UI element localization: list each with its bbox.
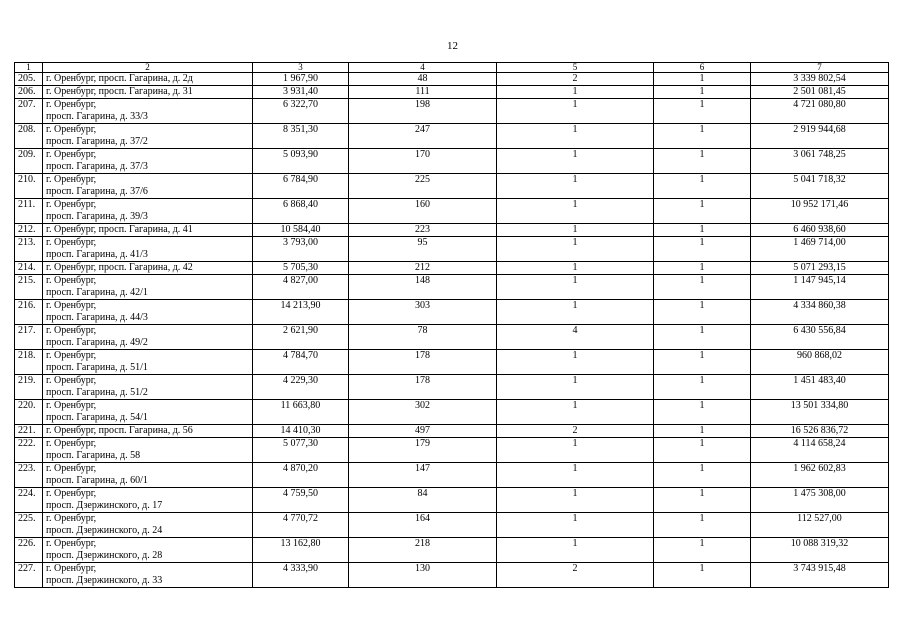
cost-cell: 5 071 293,15: [751, 262, 889, 275]
address-line: просп. Гагарина, д. 37/6: [46, 186, 148, 197]
column-6-cell: 1: [654, 350, 751, 375]
residents-cell: 303: [349, 300, 497, 325]
address-cell: [43, 124, 253, 149]
column-5-cell: 1: [497, 86, 654, 99]
address-cell: [43, 488, 253, 513]
column-header: 4: [349, 63, 497, 73]
address-line: г. Оренбург,: [46, 488, 97, 499]
cost-cell: 4 334 860,38: [751, 300, 889, 325]
column-5-cell: 1: [497, 438, 654, 463]
table-row: [15, 275, 889, 300]
residents-cell: 198: [349, 99, 497, 124]
table-row: [15, 300, 889, 325]
table-row: [15, 149, 889, 174]
area-cell: 4 870,20: [253, 463, 349, 488]
address-line: г. Оренбург, просп. Гагарина, д. 41: [46, 224, 193, 235]
area-cell: 5 705,30: [253, 262, 349, 275]
address-cell: [43, 513, 253, 538]
column-6-cell: 1: [654, 262, 751, 275]
cost-cell: 3 339 802,54: [751, 73, 889, 86]
row-number-cell: 227.: [15, 563, 43, 588]
area-cell: 8 351,30: [253, 124, 349, 149]
row-number-cell: 222.: [15, 438, 43, 463]
address-cell: [43, 300, 253, 325]
address-cell: [43, 463, 253, 488]
cost-cell: 3 743 915,48: [751, 563, 889, 588]
address-line: г. Оренбург,: [46, 124, 97, 135]
address-cell: [43, 425, 253, 438]
column-6-cell: 1: [654, 199, 751, 224]
residents-cell: 148: [349, 275, 497, 300]
address-line: просп. Дзержинского, д. 17: [46, 500, 163, 511]
column-5-cell: 4: [497, 325, 654, 350]
residents-cell: 147: [349, 463, 497, 488]
table-row: [15, 563, 889, 588]
table-body: [15, 73, 889, 588]
column-header: 6: [654, 63, 751, 73]
residents-cell: 247: [349, 124, 497, 149]
area-cell: 6 868,40: [253, 199, 349, 224]
column-5-cell: 1: [497, 174, 654, 199]
cost-cell: 4 114 658,24: [751, 438, 889, 463]
residents-cell: 225: [349, 174, 497, 199]
row-number-cell: 224.: [15, 488, 43, 513]
cost-cell: 2 919 944,68: [751, 124, 889, 149]
table-row: [15, 86, 889, 99]
area-cell: 4 759,50: [253, 488, 349, 513]
cost-cell: 10 952 171,46: [751, 199, 889, 224]
address-line: просп. Гагарина, д. 58: [46, 450, 141, 461]
residents-cell: 130: [349, 563, 497, 588]
column-5-cell: 1: [497, 262, 654, 275]
column-header: 7: [751, 63, 889, 73]
residents-cell: 95: [349, 237, 497, 262]
column-5-cell: 1: [497, 275, 654, 300]
cost-cell: 960 868,02: [751, 350, 889, 375]
row-number-cell: 217.: [15, 325, 43, 350]
table-row: [15, 224, 889, 237]
cost-cell: 1 469 714,00: [751, 237, 889, 262]
column-6-cell: 1: [654, 563, 751, 588]
address-cell: [43, 224, 253, 237]
address-line: г. Оренбург,: [46, 463, 97, 474]
area-cell: 4 827,00: [253, 275, 349, 300]
residents-cell: 178: [349, 350, 497, 375]
cost-cell: 2 501 081,45: [751, 86, 889, 99]
row-number-cell: 214.: [15, 262, 43, 275]
address-line: просп. Гагарина, д. 33/3: [46, 111, 148, 122]
cost-cell: 1 451 483,40: [751, 375, 889, 400]
column-5-cell: 1: [497, 375, 654, 400]
column-5-cell: 2: [497, 425, 654, 438]
address-line: просп. Гагарина, д. 51/1: [46, 362, 148, 373]
column-6-cell: 1: [654, 86, 751, 99]
cost-cell: 1 147 945,14: [751, 275, 889, 300]
address-line: просп. Дзержинского, д. 24: [46, 525, 163, 536]
row-number-cell: 205.: [15, 73, 43, 86]
address-cell: [43, 262, 253, 275]
area-cell: 6 322,70: [253, 99, 349, 124]
table-row: [15, 375, 889, 400]
address-cell: [43, 86, 253, 99]
address-line: просп. Гагарина, д. 44/3: [46, 312, 148, 323]
column-6-cell: 1: [654, 99, 751, 124]
address-line: г. Оренбург,: [46, 350, 97, 361]
column-6-cell: 1: [654, 488, 751, 513]
table-row: [15, 425, 889, 438]
page-number: 12: [447, 40, 458, 52]
column-5-cell: 1: [497, 149, 654, 174]
row-number-cell: 206.: [15, 86, 43, 99]
residents-cell: 212: [349, 262, 497, 275]
address-line: просп. Гагарина, д. 39/3: [46, 211, 148, 222]
area-cell: 4 770,72: [253, 513, 349, 538]
column-6-cell: 1: [654, 463, 751, 488]
column-6-cell: 1: [654, 375, 751, 400]
column-header: 2: [43, 63, 253, 73]
address-line: г. Оренбург,: [46, 438, 97, 449]
address-cell: [43, 438, 253, 463]
column-header: 5: [497, 63, 654, 73]
cost-cell: 112 527,00: [751, 513, 889, 538]
address-line: г. Оренбург,: [46, 149, 97, 160]
column-6-cell: 1: [654, 513, 751, 538]
table-row: [15, 463, 889, 488]
address-cell: [43, 73, 253, 86]
column-6-cell: 1: [654, 149, 751, 174]
table-row: [15, 325, 889, 350]
address-cell: [43, 375, 253, 400]
table-row: [15, 513, 889, 538]
address-cell: [43, 350, 253, 375]
column-5-cell: 2: [497, 563, 654, 588]
address-line: просп. Гагарина, д. 54/1: [46, 412, 148, 423]
row-number-cell: 207.: [15, 99, 43, 124]
area-cell: 3 931,40: [253, 86, 349, 99]
row-number-cell: 219.: [15, 375, 43, 400]
area-cell: 10 584,40: [253, 224, 349, 237]
column-6-cell: 1: [654, 275, 751, 300]
column-5-cell: 1: [497, 199, 654, 224]
column-5-cell: 1: [497, 99, 654, 124]
table-row: [15, 99, 889, 124]
residents-cell: 223: [349, 224, 497, 237]
column-number-header-row: [15, 63, 889, 73]
address-line: г. Оренбург,: [46, 199, 97, 210]
column-5-cell: 1: [497, 350, 654, 375]
area-cell: 1 967,90: [253, 73, 349, 86]
address-line: г. Оренбург, просп. Гагарина, д. 56: [46, 425, 193, 436]
residents-cell: 160: [349, 199, 497, 224]
column-5-cell: 1: [497, 538, 654, 563]
address-line: г. Оренбург,: [46, 300, 97, 311]
area-cell: 14 410,30: [253, 425, 349, 438]
row-number-cell: 225.: [15, 513, 43, 538]
cost-cell: 4 721 080,80: [751, 99, 889, 124]
address-line: г. Оренбург,: [46, 375, 97, 386]
area-cell: 13 162,80: [253, 538, 349, 563]
residents-cell: 170: [349, 149, 497, 174]
cost-cell: 5 041 718,32: [751, 174, 889, 199]
column-6-cell: 1: [654, 538, 751, 563]
table-row: [15, 350, 889, 375]
column-6-cell: 1: [654, 174, 751, 199]
address-line: г. Оренбург,: [46, 325, 97, 336]
residents-cell: 164: [349, 513, 497, 538]
row-number-cell: 212.: [15, 224, 43, 237]
address-line: г. Оренбург, просп. Гагарина, д. 2д: [46, 73, 193, 84]
registry-table: [14, 62, 889, 588]
table-row: [15, 199, 889, 224]
column-header: 3: [253, 63, 349, 73]
area-cell: 4 784,70: [253, 350, 349, 375]
column-6-cell: 1: [654, 425, 751, 438]
area-cell: 5 093,90: [253, 149, 349, 174]
column-5-cell: 2: [497, 73, 654, 86]
residents-cell: 179: [349, 438, 497, 463]
residents-cell: 497: [349, 425, 497, 438]
cost-cell: 10 088 319,32: [751, 538, 889, 563]
address-cell: [43, 400, 253, 425]
address-cell: [43, 99, 253, 124]
column-6-cell: 1: [654, 300, 751, 325]
address-line: просп. Гагарина, д. 41/3: [46, 249, 148, 260]
address-line: г. Оренбург,: [46, 174, 97, 185]
address-line: просп. Гагарина, д. 37/2: [46, 136, 148, 147]
column-5-cell: 1: [497, 463, 654, 488]
area-cell: 5 077,30: [253, 438, 349, 463]
column-5-cell: 1: [497, 224, 654, 237]
address-line: просп. Гагарина, д. 37/3: [46, 161, 148, 172]
row-number-cell: 208.: [15, 124, 43, 149]
address-cell: [43, 563, 253, 588]
area-cell: 6 784,90: [253, 174, 349, 199]
row-number-cell: 221.: [15, 425, 43, 438]
cost-cell: 16 526 836,72: [751, 425, 889, 438]
residents-cell: 48: [349, 73, 497, 86]
area-cell: 4 333,90: [253, 563, 349, 588]
address-line: г. Оренбург,: [46, 99, 97, 110]
column-6-cell: 1: [654, 73, 751, 86]
cost-cell: 1 475 308,00: [751, 488, 889, 513]
table-row: [15, 538, 889, 563]
table-row: [15, 174, 889, 199]
address-cell: [43, 538, 253, 563]
column-6-cell: 1: [654, 325, 751, 350]
table-row: [15, 438, 889, 463]
row-number-cell: 220.: [15, 400, 43, 425]
table-row: [15, 124, 889, 149]
address-line: просп. Гагарина, д. 49/2: [46, 337, 148, 348]
residents-cell: 84: [349, 488, 497, 513]
table-row: [15, 488, 889, 513]
address-line: г. Оренбург, просп. Гагарина, д. 42: [46, 262, 193, 273]
residents-cell: 78: [349, 325, 497, 350]
address-line: г. Оренбург,: [46, 400, 97, 411]
address-cell: [43, 275, 253, 300]
address-cell: [43, 149, 253, 174]
address-cell: [43, 174, 253, 199]
table-row: [15, 73, 889, 86]
column-6-cell: 1: [654, 438, 751, 463]
address-line: просп. Дзержинского, д. 33: [46, 575, 163, 586]
row-number-cell: 211.: [15, 199, 43, 224]
residents-cell: 111: [349, 86, 497, 99]
table-row: [15, 400, 889, 425]
address-cell: [43, 325, 253, 350]
address-line: просп. Гагарина, д. 51/2: [46, 387, 148, 398]
column-6-cell: 1: [654, 124, 751, 149]
row-number-cell: 216.: [15, 300, 43, 325]
column-5-cell: 1: [497, 513, 654, 538]
table-row: [15, 262, 889, 275]
address-line: просп. Дзержинского, д. 28: [46, 550, 163, 561]
address-cell: [43, 237, 253, 262]
address-line: просп. Гагарина, д. 42/1: [46, 287, 148, 298]
row-number-cell: 215.: [15, 275, 43, 300]
address-line: г. Оренбург,: [46, 513, 97, 524]
address-cell: [43, 199, 253, 224]
cost-cell: 13 501 334,80: [751, 400, 889, 425]
column-5-cell: 1: [497, 488, 654, 513]
cost-cell: 3 061 748,25: [751, 149, 889, 174]
row-number-cell: 218.: [15, 350, 43, 375]
residents-cell: 218: [349, 538, 497, 563]
address-line: г. Оренбург,: [46, 538, 97, 549]
column-header: 1: [15, 63, 43, 73]
row-number-cell: 210.: [15, 174, 43, 199]
row-number-cell: 213.: [15, 237, 43, 262]
column-6-cell: 1: [654, 400, 751, 425]
table-row: [15, 237, 889, 262]
column-5-cell: 1: [497, 300, 654, 325]
row-number-cell: 223.: [15, 463, 43, 488]
column-6-cell: 1: [654, 224, 751, 237]
area-cell: 11 663,80: [253, 400, 349, 425]
cost-cell: 6 430 556,84: [751, 325, 889, 350]
area-cell: 4 229,30: [253, 375, 349, 400]
address-line: г. Оренбург, просп. Гагарина, д. 31: [46, 86, 193, 97]
cost-cell: 6 460 938,60: [751, 224, 889, 237]
row-number-cell: 209.: [15, 149, 43, 174]
address-line: г. Оренбург,: [46, 563, 97, 574]
area-cell: 14 213,90: [253, 300, 349, 325]
address-line: просп. Гагарина, д. 60/1: [46, 475, 148, 486]
cost-cell: 1 962 602,83: [751, 463, 889, 488]
address-line: г. Оренбург,: [46, 275, 97, 286]
area-cell: 2 621,90: [253, 325, 349, 350]
address-line: г. Оренбург,: [46, 237, 97, 248]
row-number-cell: 226.: [15, 538, 43, 563]
column-5-cell: 1: [497, 400, 654, 425]
area-cell: 3 793,00: [253, 237, 349, 262]
residents-cell: 178: [349, 375, 497, 400]
column-5-cell: 1: [497, 237, 654, 262]
column-5-cell: 1: [497, 124, 654, 149]
column-6-cell: 1: [654, 237, 751, 262]
residents-cell: 302: [349, 400, 497, 425]
